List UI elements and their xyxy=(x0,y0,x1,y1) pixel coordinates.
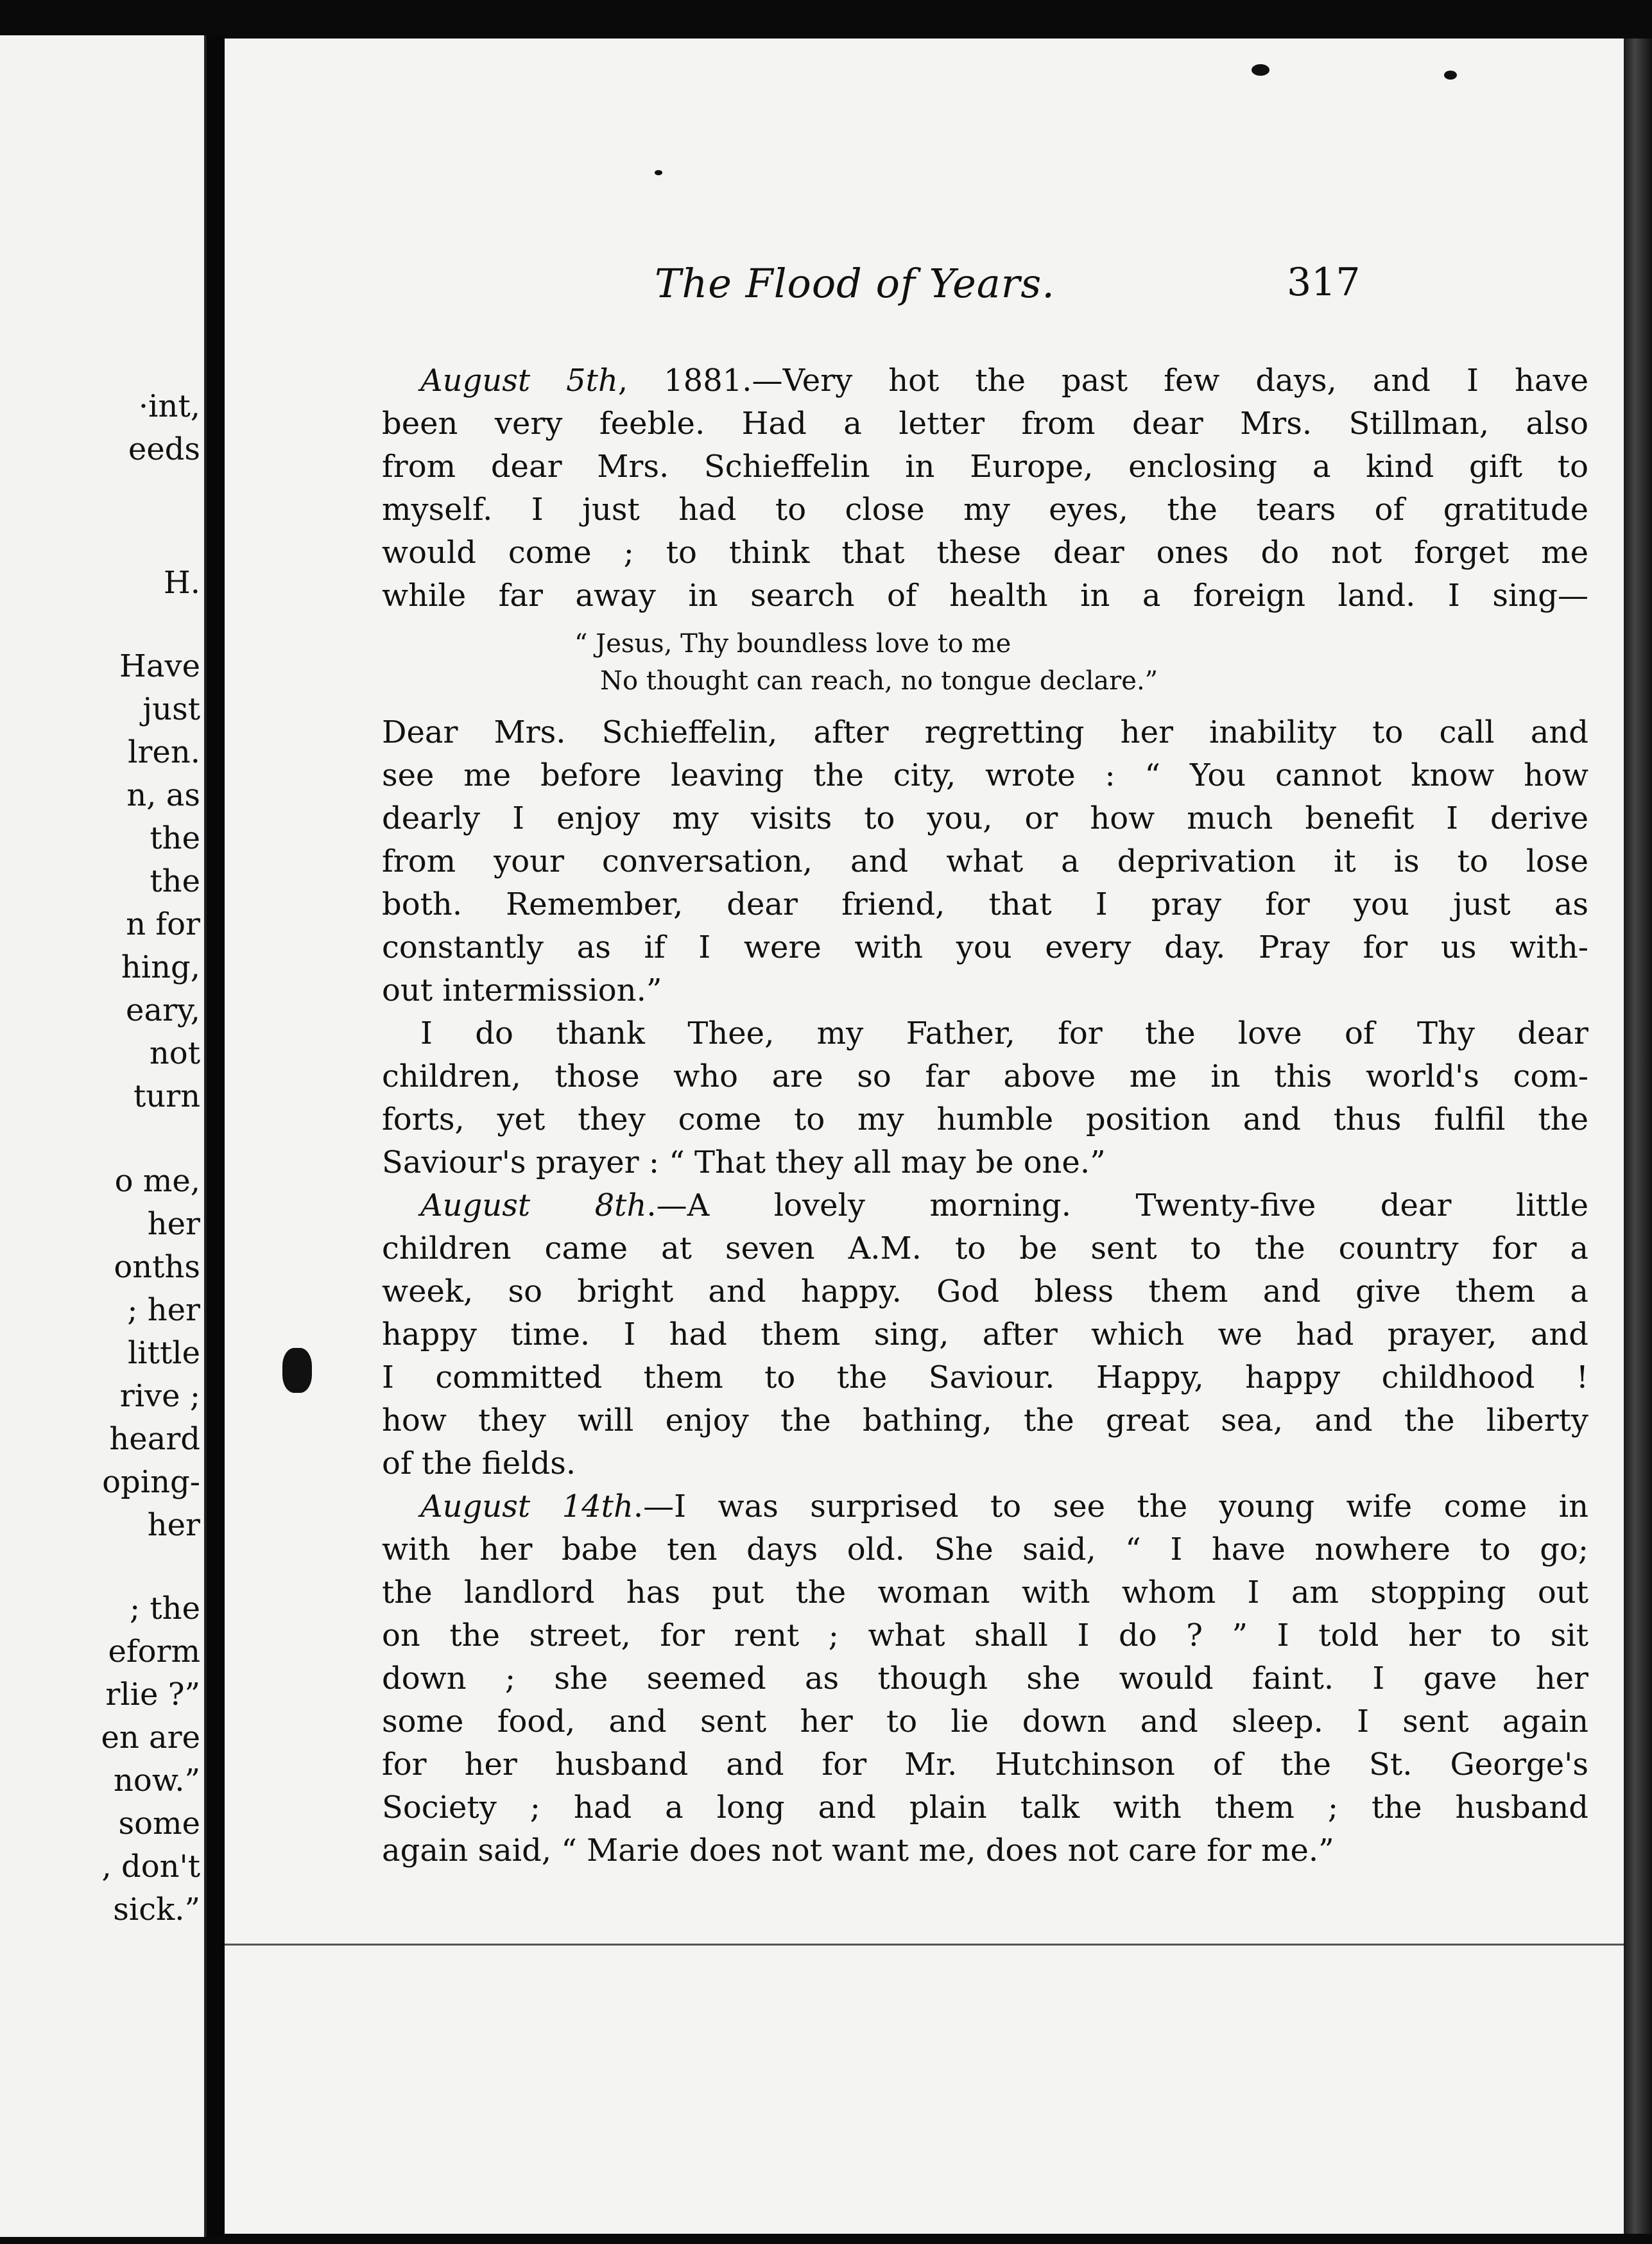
hymn-quote xyxy=(382,625,1588,700)
text-line: August 14th.—I was surprised to see the young wife come in xyxy=(420,1489,1588,1524)
left-fragment: now.” xyxy=(114,1763,200,1799)
left-fragment: oping- xyxy=(102,1464,200,1500)
text-line: from your conversation, and what a deprivation it is to lose xyxy=(382,843,1588,879)
left-fragment: n, as xyxy=(126,777,200,813)
left-fragment: just xyxy=(142,691,200,727)
text-line: dearly I enjoy my visits to you, or how much benefit I derive xyxy=(382,800,1588,836)
page-edge xyxy=(1624,39,1652,2234)
entry-date: August 5th xyxy=(420,363,618,399)
text-line: some food, and sent her to lie down and sleep. I sent again xyxy=(382,1704,1588,1739)
left-fragment: rlie ?” xyxy=(105,1677,200,1713)
text-line: week, so bright and happy. God bless them and give them a xyxy=(382,1273,1588,1309)
left-fragment: little xyxy=(127,1335,200,1371)
text-line: August 5th, 1881.—Very hot the past few days, and I have xyxy=(420,363,1589,399)
running-title: The Flood of Years. xyxy=(655,260,1055,307)
text-line: constantly as if I were with you every day. Pray for us with- xyxy=(382,929,1588,965)
text-line: happy time. I had them sing, after which we had prayer, and xyxy=(382,1316,1588,1352)
left-facing-page xyxy=(0,35,207,2237)
text-line: on the street, for rent ; what shall I do ? ” I told her to sit xyxy=(382,1618,1588,1653)
scan-speck xyxy=(1444,71,1457,80)
text-line: children, those who are so far above me in this world's com- xyxy=(382,1058,1588,1094)
page-body xyxy=(382,359,1588,1872)
left-fragment: turn xyxy=(133,1078,200,1114)
left-fragment: , don't xyxy=(101,1849,200,1885)
left-fragment: ·int, xyxy=(138,388,200,424)
text-line: see me before leaving the city, wrote : “ You cannot know how xyxy=(382,757,1588,793)
left-fragment: eform xyxy=(108,1634,200,1670)
text-line: the landlord has put the woman with whom I am stopping out xyxy=(382,1575,1588,1610)
left-fragment: Have xyxy=(119,648,200,684)
left-fragment: sick.” xyxy=(113,1892,200,1928)
text-line: of the fields. xyxy=(382,1446,576,1481)
text-line: Dear Mrs. Schieffelin, after regretting her inability to call and xyxy=(382,714,1588,750)
left-fragment: the xyxy=(150,863,200,899)
left-fragment: eeds xyxy=(128,431,200,467)
left-fragment: her xyxy=(147,1206,200,1242)
scan-speck xyxy=(655,170,662,175)
text-line: out intermission.” xyxy=(382,972,662,1008)
left-fragment: heard xyxy=(109,1421,200,1457)
text-line: how they will enjoy the bathing, the great sea, and the liberty xyxy=(382,1402,1588,1438)
page-317 xyxy=(225,39,1624,2234)
text-line: myself. I just had to close my eyes, the tears of gratitude xyxy=(382,492,1588,528)
left-fragment: rive ; xyxy=(119,1378,200,1414)
left-fragment: ; her xyxy=(127,1292,200,1328)
book-gutter xyxy=(207,35,225,2237)
left-fragment: o me, xyxy=(114,1163,200,1199)
left-fragment: her xyxy=(147,1507,200,1543)
text-line: would come ; to think that these dear ones do not forget me xyxy=(382,535,1588,571)
left-fragment: the xyxy=(150,820,200,856)
text-line: for her husband and for Mr. Hutchinson of the St. George's xyxy=(382,1747,1588,1782)
left-fragment: H. xyxy=(163,565,200,601)
left-fragment: not xyxy=(149,1035,200,1071)
scan-speck xyxy=(1252,64,1269,76)
left-fragment: ; the xyxy=(129,1591,200,1627)
text-line: I committed them to the Saviour. Happy, happy childhood ! xyxy=(382,1359,1588,1395)
left-fragment: onths xyxy=(114,1249,200,1285)
text-line: both. Remember, dear friend, that I pray for you just as xyxy=(382,886,1588,922)
left-fragment: n for xyxy=(126,906,200,942)
text-line: Saviour's prayer : “ That they all may be one.” xyxy=(382,1144,1106,1180)
entry-date: August 14th xyxy=(420,1489,633,1524)
quote-line: No thought can reach, no tongue declare.” xyxy=(600,666,1158,696)
left-fragment: lren. xyxy=(128,734,200,770)
text-line: been very feeble. Had a letter from dear Mrs. Stillman, also xyxy=(382,406,1588,442)
text-line: with her babe ten days old. She said, “ I have nowhere to go; xyxy=(382,1532,1588,1567)
left-fragment: en are xyxy=(101,1720,200,1756)
page-number: 317 xyxy=(1287,260,1361,305)
ink-blot xyxy=(282,1348,312,1393)
text-line: children came at seven A.M. to be sent to the country for a xyxy=(382,1230,1588,1266)
text-line: I do thank Thee, my Father, for the love of Thy dear xyxy=(420,1015,1588,1051)
text-line: from dear Mrs. Schieffelin in Europe, enclosing a kind gift to xyxy=(382,449,1588,485)
text-line: down ; she seemed as though she would faint. I gave her xyxy=(382,1661,1588,1696)
text-line: August 8th.—A lovely morning. Twenty-five dear little xyxy=(420,1187,1588,1223)
left-fragment: eary, xyxy=(126,992,200,1028)
text-line: forts, yet they come to my humble position and thus fulfil the xyxy=(382,1101,1588,1137)
bottom-rule xyxy=(225,1944,1624,1946)
left-fragment: some xyxy=(118,1806,200,1842)
left-fragment: hing, xyxy=(121,949,200,985)
text-line: while far away in search of health in a foreign land. I sing— xyxy=(382,578,1588,614)
quote-line: “ Jesus, Thy boundless love to me xyxy=(574,629,1011,659)
page-header xyxy=(225,260,1624,324)
text-line: again said, “ Marie does not want me, does not care for me.” xyxy=(382,1833,1334,1869)
entry-date: August 8th xyxy=(420,1187,647,1223)
text-line: Society ; had a long and plain talk with them ; the husband xyxy=(382,1790,1588,1825)
